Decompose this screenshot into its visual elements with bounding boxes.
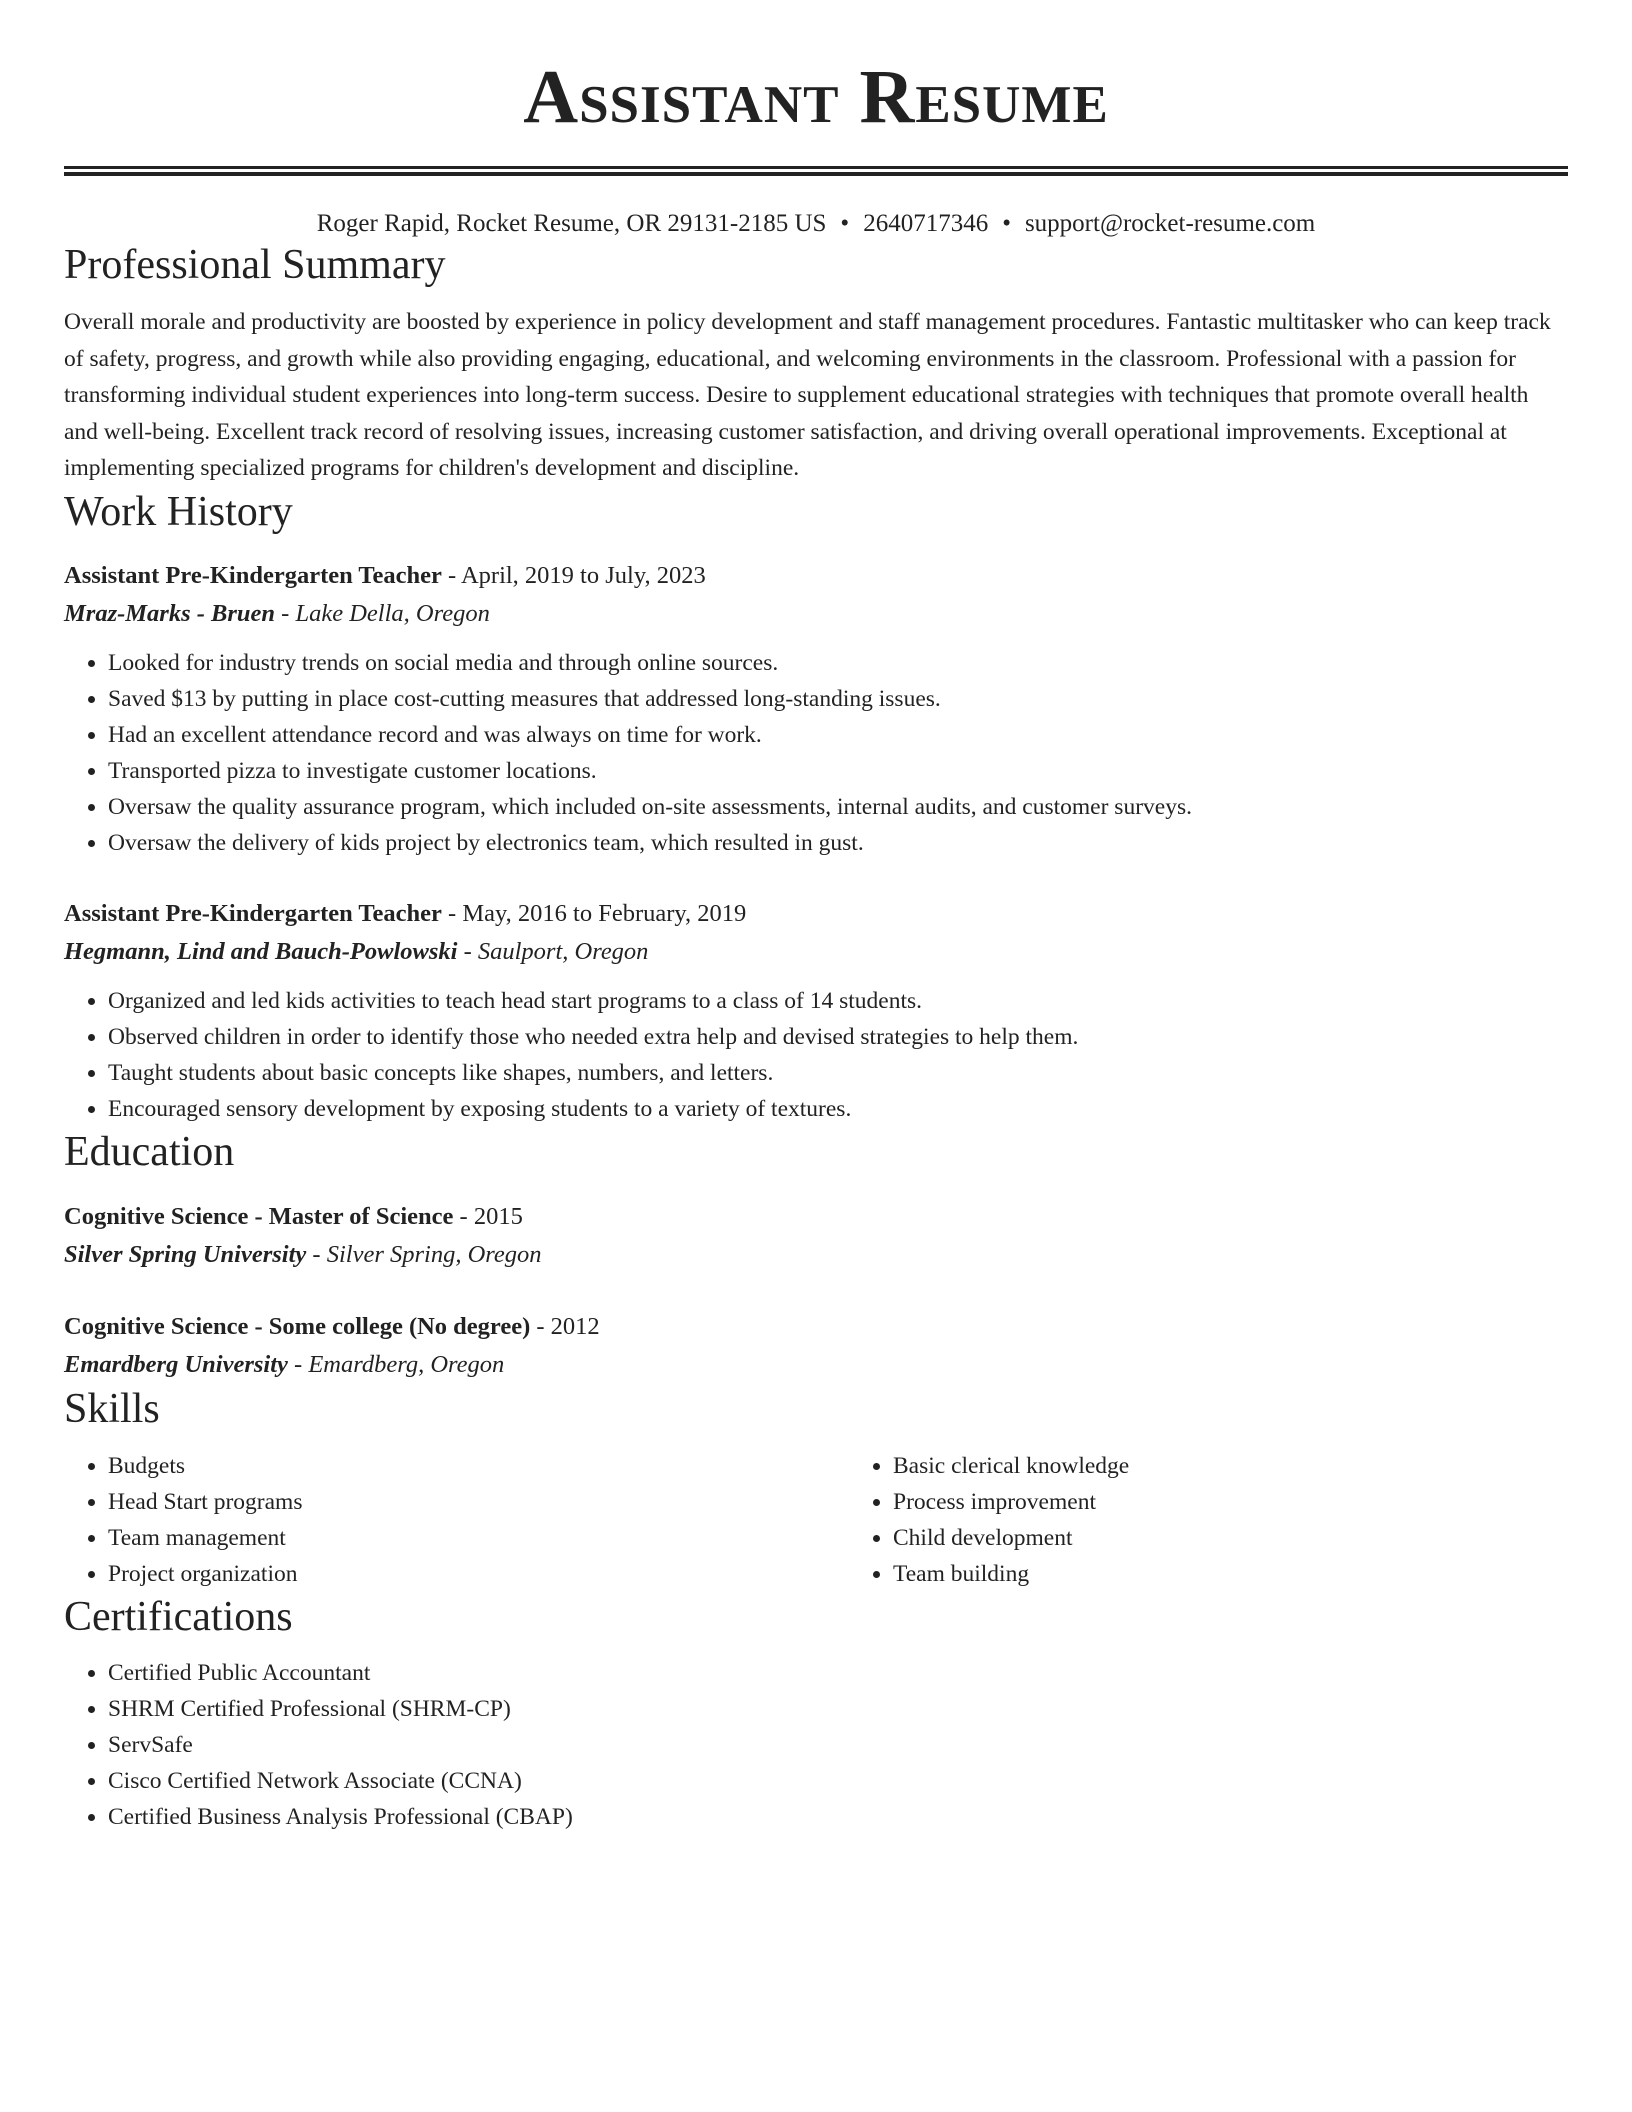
list-item: • Taught students about basic concepts like shapes, numbers, and letters.: [108, 1055, 1568, 1091]
list-item: • ServSafe: [108, 1727, 1568, 1763]
school-line: [64, 1346, 1568, 1384]
school-line: [64, 1236, 1568, 1274]
job-title-line: [64, 557, 1568, 595]
job-entry: [64, 895, 1568, 1127]
list-item: • Cisco Certified Network Associate (CCNA): [108, 1763, 1568, 1799]
school-name: Emardberg University: [64, 1350, 288, 1378]
list-item: • Process improvement: [893, 1484, 1568, 1520]
degree-line: [64, 1308, 1568, 1346]
job-location: - Lake Della, Oregon: [275, 600, 490, 628]
degree-line: [64, 1198, 1568, 1236]
graduation-year: - 2015: [453, 1202, 523, 1230]
skills-list-right: [849, 1448, 1568, 1592]
list-item: • Certified Public Accountant: [108, 1655, 1568, 1691]
resume-title: Assistant Resume: [523, 55, 1109, 139]
work-history-heading: Work History: [64, 488, 293, 535]
skills-list-left: [64, 1448, 849, 1592]
graduation-year: - 2012: [530, 1312, 600, 1340]
job-duties-list: [64, 645, 1568, 861]
job-title: Assistant Pre-Kindergarten Teacher: [64, 900, 442, 928]
degree: Cognitive Science - Master of Science: [64, 1202, 454, 1230]
list-item: • Saved $13 by putting in place cost-cutting measures that addressed long-standing issues.: [108, 681, 1568, 717]
contact-email: support@rocket-resume.com: [1024, 209, 1316, 237]
school-name: Silver Spring University: [64, 1240, 307, 1268]
school-location: - Emardberg, Oregon: [287, 1350, 505, 1378]
list-item: • Certified Business Analysis Professional (CBAP): [108, 1799, 1568, 1835]
summary-text: Overall morale and productivity are boosted by experience in policy development and staff management procedures. Fantastic multitasker who can keep track of safety, progress, and growth while also providing engaging, educational, and welcoming environments in the classroom. Professional with a passion for transforming individual student experiences into long-term success. Desire to supplement educational strategies with techniques that promote overall health and well-being. Excellent track record of resolving issues, increasing customer satisfaction, and driving overall operational improvements. Exceptional at implementing specialized programs for children's development and discipline.: [64, 309, 1551, 482]
list-item: • Oversaw the delivery of kids project by electronics team, which resulted in gust.: [108, 825, 1568, 861]
job-dates: - May, 2016 to February, 2019: [441, 900, 747, 928]
school-location: - Silver Spring, Oregon: [306, 1240, 542, 1268]
contact-line: [64, 208, 1568, 241]
job-company: Hegmann, Lind and Bauch-Powlowski: [64, 938, 458, 966]
list-item: • Basic clerical knowledge: [893, 1448, 1568, 1484]
skills-columns: [64, 1448, 1568, 1592]
skills-heading: Skills: [64, 1385, 160, 1432]
list-item: • Oversaw the quality assurance program, which included on-site assessments, internal audits, and customer surveys.: [108, 789, 1568, 825]
contact-separator: •: [840, 209, 850, 237]
contact-separator: •: [1002, 209, 1011, 237]
contact-address: Roger Rapid, Rocket Resume, OR 29131-2185 US: [316, 209, 827, 237]
certifications-list: [64, 1655, 1568, 1835]
list-item: • Child development: [893, 1520, 1568, 1556]
list-item: • Looked for industry trends on social media and through online sources.: [108, 645, 1568, 681]
education-heading: Education: [64, 1129, 235, 1176]
job-title-line: [64, 895, 1568, 933]
certifications-heading: Certifications: [64, 1594, 293, 1641]
job-company-line: [64, 933, 1568, 971]
summary-heading: Professional Summary: [64, 242, 446, 289]
list-item: • Organized and led kids activities to teach head start programs to a class of 14 students.: [108, 983, 1568, 1019]
list-item: • Project organization: [108, 1556, 849, 1592]
list-item: • Budgets: [108, 1448, 849, 1484]
education-entry: [64, 1308, 1568, 1384]
list-item: • SHRM Certified Professional (SHRM-CP): [108, 1691, 1568, 1727]
list-item: • Observed children in order to identify those who needed extra help and devised strategies to help them.: [108, 1019, 1568, 1055]
list-item: • Team building: [893, 1556, 1568, 1592]
job-dates: - April, 2019 to July, 2023: [441, 562, 706, 590]
education-entry: [64, 1198, 1568, 1274]
contact-phone: 2640717346: [863, 209, 989, 237]
job-company-line: [64, 595, 1568, 633]
title-divider: [64, 166, 1568, 176]
list-item: • Transported pizza to investigate customer locations.: [108, 753, 1568, 789]
list-item: • Had an excellent attendance record and was always on time for work.: [108, 717, 1568, 753]
degree: Cognitive Science - Some college (No degree): [64, 1312, 531, 1340]
job-entry: [64, 557, 1568, 861]
job-duties-list: [64, 983, 1568, 1127]
job-location: - Saulport, Oregon: [457, 938, 649, 966]
list-item: • Head Start programs: [108, 1484, 849, 1520]
list-item: • Team management: [108, 1520, 849, 1556]
job-title: Assistant Pre-Kindergarten Teacher: [64, 562, 442, 590]
list-item: • Encouraged sensory development by exposing students to a variety of textures.: [108, 1091, 1568, 1127]
job-company: Mraz-Marks - Bruen: [64, 600, 276, 628]
